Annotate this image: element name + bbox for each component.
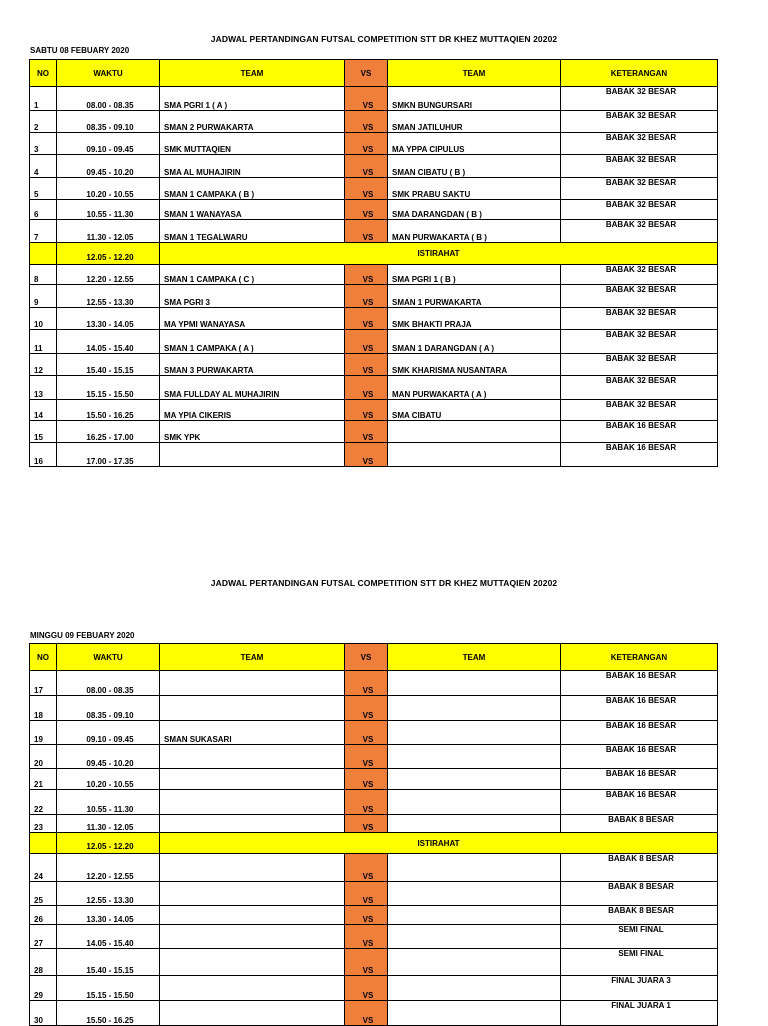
header-keterangan: KETERANGAN — [561, 644, 718, 671]
table-row — [30, 769, 718, 790]
table-row — [30, 376, 718, 400]
team-2-cell — [388, 882, 561, 906]
vs-cell: VS — [345, 671, 388, 696]
vs-cell: VS — [345, 815, 388, 833]
keterangan-cell: BABAK 32 BESAR — [561, 87, 718, 111]
team-2-cell — [388, 906, 561, 925]
match-time-cell: 10.20 - 10.55 — [57, 769, 160, 790]
vs-cell: VS — [345, 265, 388, 285]
match-number-cell: 2 — [30, 111, 57, 133]
header-team-2: TEAM — [388, 60, 561, 87]
break-time-cell: 12.05 - 12.20 — [57, 833, 160, 854]
match-time-cell: 13.30 - 14.05 — [57, 906, 160, 925]
team-1-cell — [160, 671, 345, 696]
match-time-cell: 15.40 - 15.15 — [57, 949, 160, 976]
keterangan-cell: BABAK 32 BESAR — [561, 308, 718, 330]
team-2-cell — [388, 854, 561, 882]
keterangan-cell: BABAK 16 BESAR — [561, 769, 718, 790]
header-team-2: TEAM — [388, 644, 561, 671]
team-1-cell — [160, 696, 345, 721]
vs-cell: VS — [345, 111, 388, 133]
keterangan-cell: SEMI FINAL — [561, 949, 718, 976]
match-number-cell: 4 — [30, 155, 57, 178]
keterangan-cell: BABAK 32 BESAR — [561, 178, 718, 200]
team-1-cell — [160, 790, 345, 815]
table-row — [30, 976, 718, 1001]
team-2-cell: SMAN 1 PURWAKARTA — [388, 285, 561, 308]
header-waktu: WAKTU — [57, 60, 160, 87]
table-row — [30, 671, 718, 696]
match-time-cell: 08.35 - 09.10 — [57, 111, 160, 133]
break-row — [30, 243, 718, 265]
team-2-cell — [388, 443, 561, 467]
vs-cell: VS — [345, 421, 388, 443]
team-1-cell — [160, 745, 345, 769]
table-row — [30, 178, 718, 200]
keterangan-cell: BABAK 32 BESAR — [561, 265, 718, 285]
vs-cell: VS — [345, 696, 388, 721]
team-2-cell: MAN PURWAKARTA ( A ) — [388, 376, 561, 400]
table-row — [30, 155, 718, 178]
team-1-cell: SMK YPK — [160, 421, 345, 443]
match-number-cell: 15 — [30, 421, 57, 443]
team-2-cell — [388, 1001, 561, 1026]
table-row — [30, 815, 718, 833]
match-number-cell: 7 — [30, 220, 57, 243]
match-time-cell: 09.45 - 10.20 — [57, 745, 160, 769]
keterangan-cell: BABAK 32 BESAR — [561, 220, 718, 243]
vs-cell: VS — [345, 87, 388, 111]
team-2-cell — [388, 745, 561, 769]
schedule-title-2: JADWAL PERTANDINGAN FUTSAL COMPETITION STT DR KHEZ MUTTAQIEN 20202 — [210, 578, 558, 588]
match-time-cell: 10.55 - 11.30 — [57, 790, 160, 815]
table-row — [30, 1001, 718, 1026]
table-header-row — [30, 60, 718, 87]
team-1-cell — [160, 976, 345, 1001]
table-row — [30, 790, 718, 815]
match-time-cell: 11.30 - 12.05 — [57, 815, 160, 833]
team-2-cell: SMK KHARISMA NUSANTARA — [388, 354, 561, 376]
keterangan-cell: BABAK 8 BESAR — [561, 815, 718, 833]
team-1-cell — [160, 882, 345, 906]
vs-cell: VS — [345, 354, 388, 376]
vs-cell: VS — [345, 925, 388, 949]
break-time-cell: 12.05 - 12.20 — [57, 243, 160, 265]
match-number-cell: 22 — [30, 790, 57, 815]
vs-cell: VS — [345, 949, 388, 976]
team-2-cell — [388, 769, 561, 790]
match-time-cell: 09.10 - 09.45 — [57, 133, 160, 155]
header-no: NO — [30, 644, 57, 671]
match-number-cell: 3 — [30, 133, 57, 155]
vs-cell: VS — [345, 133, 388, 155]
match-number-cell: 17 — [30, 671, 57, 696]
table-row — [30, 421, 718, 443]
match-time-cell: 15.40 - 15.15 — [57, 354, 160, 376]
team-1-cell — [160, 949, 345, 976]
team-2-cell — [388, 815, 561, 833]
team-1-cell: SMAN 1 WANAYASA — [160, 200, 345, 220]
match-number-cell: 30 — [30, 1001, 57, 1026]
team-2-cell: MA YPPA CIPULUS — [388, 133, 561, 155]
match-number-cell: 10 — [30, 308, 57, 330]
match-number-cell: 14 — [30, 400, 57, 421]
schedule-table-2 — [29, 643, 718, 1026]
schedule-title-1: JADWAL PERTANDINGAN FUTSAL COMPETITION STT DR KHEZ MUTTAQIEN 20202 — [210, 34, 558, 44]
break-label-cell: ISTIRAHAT — [160, 833, 718, 854]
match-number-cell: 21 — [30, 769, 57, 790]
keterangan-cell: BABAK 32 BESAR — [561, 111, 718, 133]
vs-cell: VS — [345, 400, 388, 421]
team-2-cell — [388, 721, 561, 745]
keterangan-cell: BABAK 32 BESAR — [561, 155, 718, 178]
match-time-cell: 12.55 - 13.30 — [57, 882, 160, 906]
table-row — [30, 949, 718, 976]
match-number-cell: 29 — [30, 976, 57, 1001]
match-number-cell: 24 — [30, 854, 57, 882]
table-row — [30, 854, 718, 882]
team-2-cell — [388, 976, 561, 1001]
schedule-date-2: MINGGU 09 FEBUARY 2020 — [30, 631, 135, 640]
table-row — [30, 906, 718, 925]
team-1-cell: SMAN 1 TEGALWARU — [160, 220, 345, 243]
match-time-cell: 15.50 - 16.25 — [57, 1001, 160, 1026]
match-time-cell: 12.20 - 12.55 — [57, 265, 160, 285]
keterangan-cell: BABAK 32 BESAR — [561, 133, 718, 155]
table-row — [30, 721, 718, 745]
keterangan-cell: BABAK 16 BESAR — [561, 745, 718, 769]
vs-cell: VS — [345, 376, 388, 400]
keterangan-cell: BABAK 16 BESAR — [561, 721, 718, 745]
vs-cell: VS — [345, 790, 388, 815]
match-number-cell: 1 — [30, 87, 57, 111]
break-label-cell: ISTIRAHAT — [160, 243, 718, 265]
team-1-cell: SMA AL MUHAJIRIN — [160, 155, 345, 178]
match-number-cell: 12 — [30, 354, 57, 376]
team-1-cell — [160, 443, 345, 467]
table-header-row — [30, 644, 718, 671]
keterangan-cell: BABAK 32 BESAR — [561, 285, 718, 308]
keterangan-cell: BABAK 8 BESAR — [561, 854, 718, 882]
team-1-cell: SMA PGRI 1 ( A ) — [160, 87, 345, 111]
match-number-cell: 19 — [30, 721, 57, 745]
vs-cell: VS — [345, 745, 388, 769]
match-number-cell: 18 — [30, 696, 57, 721]
match-number-cell: 16 — [30, 443, 57, 467]
table-row — [30, 745, 718, 769]
table-row — [30, 200, 718, 220]
team-2-cell: SMKN BUNGURSARI — [388, 87, 561, 111]
table-row — [30, 400, 718, 421]
header-waktu: WAKTU — [57, 644, 160, 671]
keterangan-cell: BABAK 32 BESAR — [561, 330, 718, 354]
match-number-cell: 5 — [30, 178, 57, 200]
team-2-cell — [388, 696, 561, 721]
vs-cell: VS — [345, 285, 388, 308]
table-row — [30, 882, 718, 906]
match-time-cell: 11.30 - 12.05 — [57, 220, 160, 243]
team-1-cell — [160, 1001, 345, 1026]
table-row — [30, 696, 718, 721]
match-time-cell: 16.25 - 17.00 — [57, 421, 160, 443]
team-1-cell: SMAN 1 CAMPAKA ( C ) — [160, 265, 345, 285]
keterangan-cell: BABAK 32 BESAR — [561, 400, 718, 421]
vs-cell: VS — [345, 882, 388, 906]
match-time-cell: 12.20 - 12.55 — [57, 854, 160, 882]
match-time-cell: 10.20 - 10.55 — [57, 178, 160, 200]
match-number-cell: 26 — [30, 906, 57, 925]
header-team-1: TEAM — [160, 644, 345, 671]
team-2-cell: SMK BHAKTI PRAJA — [388, 308, 561, 330]
team-2-cell: SMA CIBATU — [388, 400, 561, 421]
match-time-cell: 09.45 - 10.20 — [57, 155, 160, 178]
keterangan-cell: BABAK 16 BESAR — [561, 790, 718, 815]
table-row — [30, 443, 718, 467]
match-time-cell: 08.00 - 08.35 — [57, 671, 160, 696]
keterangan-cell: BABAK 16 BESAR — [561, 696, 718, 721]
break-no-cell — [30, 833, 57, 854]
keterangan-cell: SEMI FINAL — [561, 925, 718, 949]
match-time-cell: 12.55 - 13.30 — [57, 285, 160, 308]
match-time-cell: 17.00 - 17.35 — [57, 443, 160, 467]
keterangan-cell: FINAL JUARA 1 — [561, 1001, 718, 1026]
team-2-cell — [388, 671, 561, 696]
team-1-cell — [160, 906, 345, 925]
team-2-cell — [388, 421, 561, 443]
header-keterangan: KETERANGAN — [561, 60, 718, 87]
team-1-cell — [160, 815, 345, 833]
match-number-cell: 9 — [30, 285, 57, 308]
match-number-cell: 13 — [30, 376, 57, 400]
schedule-table-1 — [29, 59, 718, 467]
keterangan-cell: BABAK 8 BESAR — [561, 906, 718, 925]
keterangan-cell: BABAK 32 BESAR — [561, 354, 718, 376]
team-2-cell: SMAN CIBATU ( B ) — [388, 155, 561, 178]
match-time-cell: 10.55 - 11.30 — [57, 200, 160, 220]
team-1-cell: SMA PGRI 3 — [160, 285, 345, 308]
team-2-cell: SMA PGRI 1 ( B ) — [388, 265, 561, 285]
break-row — [30, 833, 718, 854]
keterangan-cell: BABAK 16 BESAR — [561, 443, 718, 467]
vs-cell: VS — [345, 155, 388, 178]
match-time-cell: 13.30 - 14.05 — [57, 308, 160, 330]
table-row — [30, 220, 718, 243]
keterangan-cell: FINAL JUARA 3 — [561, 976, 718, 1001]
match-number-cell: 6 — [30, 200, 57, 220]
team-1-cell — [160, 854, 345, 882]
header-vs: VS — [345, 644, 388, 671]
team-2-cell — [388, 790, 561, 815]
table-row — [30, 308, 718, 330]
team-1-cell: SMAN 1 CAMPAKA ( B ) — [160, 178, 345, 200]
match-number-cell: 27 — [30, 925, 57, 949]
match-time-cell: 15.50 - 16.25 — [57, 400, 160, 421]
match-time-cell: 09.10 - 09.45 — [57, 721, 160, 745]
vs-cell: VS — [345, 769, 388, 790]
vs-cell: VS — [345, 721, 388, 745]
vs-cell: VS — [345, 906, 388, 925]
keterangan-cell: BABAK 32 BESAR — [561, 200, 718, 220]
table-row — [30, 87, 718, 111]
table-row — [30, 354, 718, 376]
match-time-cell: 08.35 - 09.10 — [57, 696, 160, 721]
team-1-cell — [160, 925, 345, 949]
match-time-cell: 15.15 - 15.50 — [57, 376, 160, 400]
keterangan-cell: BABAK 16 BESAR — [561, 421, 718, 443]
keterangan-cell: BABAK 32 BESAR — [561, 376, 718, 400]
match-number-cell: 20 — [30, 745, 57, 769]
match-time-cell: 14.05 - 15.40 — [57, 330, 160, 354]
match-time-cell: 15.15 - 15.50 — [57, 976, 160, 1001]
table-row — [30, 925, 718, 949]
break-no-cell — [30, 243, 57, 265]
team-2-cell: MAN PURWAKARTA ( B ) — [388, 220, 561, 243]
keterangan-cell: BABAK 8 BESAR — [561, 882, 718, 906]
match-time-cell: 08.00 - 08.35 — [57, 87, 160, 111]
match-number-cell: 8 — [30, 265, 57, 285]
team-2-cell: SMAN 1 DARANGDAN ( A ) — [388, 330, 561, 354]
vs-cell: VS — [345, 1001, 388, 1026]
schedule-date-1: SABTU 08 FEBUARY 2020 — [30, 46, 130, 55]
table-row — [30, 265, 718, 285]
header-no: NO — [30, 60, 57, 87]
vs-cell: VS — [345, 220, 388, 243]
table-row — [30, 133, 718, 155]
team-2-cell — [388, 925, 561, 949]
match-number-cell: 23 — [30, 815, 57, 833]
team-2-cell: SMK PRABU SAKTU — [388, 178, 561, 200]
keterangan-cell: BABAK 16 BESAR — [561, 671, 718, 696]
header-team-1: TEAM — [160, 60, 345, 87]
team-1-cell: SMAN 2 PURWAKARTA — [160, 111, 345, 133]
team-1-cell: MA YPIA CIKERIS — [160, 400, 345, 421]
team-2-cell: SMAN JATILUHUR — [388, 111, 561, 133]
team-2-cell: SMA DARANGDAN ( B ) — [388, 200, 561, 220]
team-2-cell — [388, 949, 561, 976]
team-1-cell: SMAN 3 PURWAKARTA — [160, 354, 345, 376]
team-1-cell: SMAN SUKASARI — [160, 721, 345, 745]
team-1-cell: SMA FULLDAY AL MUHAJIRIN — [160, 376, 345, 400]
vs-cell: VS — [345, 308, 388, 330]
vs-cell: VS — [345, 976, 388, 1001]
team-1-cell — [160, 769, 345, 790]
team-1-cell: MA YPMI WANAYASA — [160, 308, 345, 330]
header-vs: VS — [345, 60, 388, 87]
vs-cell: VS — [345, 443, 388, 467]
match-number-cell: 25 — [30, 882, 57, 906]
team-1-cell: SMAN 1 CAMPAKA ( A ) — [160, 330, 345, 354]
match-number-cell: 28 — [30, 949, 57, 976]
vs-cell: VS — [345, 200, 388, 220]
vs-cell: VS — [345, 330, 388, 354]
match-time-cell: 14.05 - 15.40 — [57, 925, 160, 949]
table-row — [30, 285, 718, 308]
table-row — [30, 111, 718, 133]
vs-cell: VS — [345, 178, 388, 200]
table-row — [30, 330, 718, 354]
match-number-cell: 11 — [30, 330, 57, 354]
vs-cell: VS — [345, 854, 388, 882]
team-1-cell: SMK MUTTAQIEN — [160, 133, 345, 155]
